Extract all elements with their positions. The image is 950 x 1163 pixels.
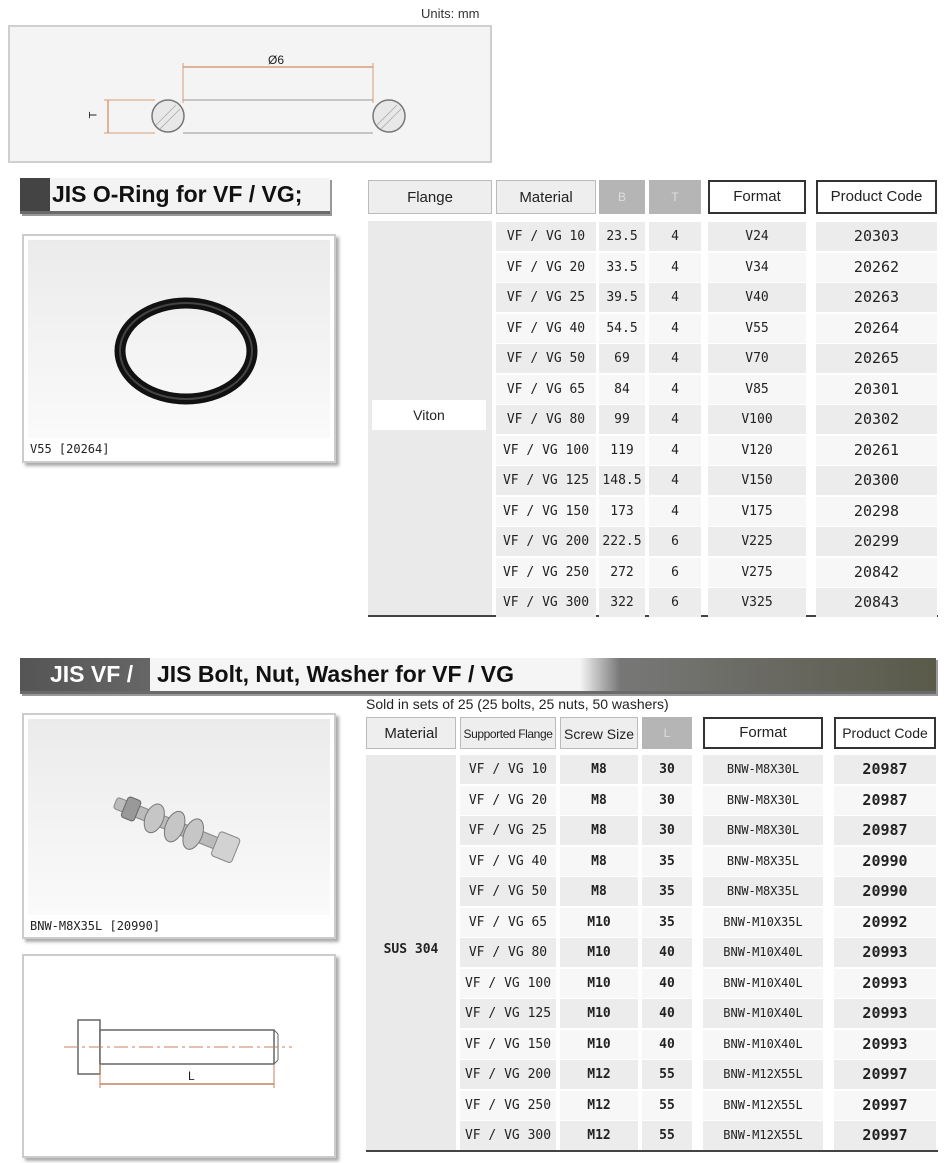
- row-supported-flange: VF / VG 10: [460, 755, 556, 784]
- row-format: V85: [708, 375, 806, 404]
- header-flange: Flange: [368, 180, 492, 214]
- row-product-code: 20300: [816, 466, 937, 495]
- row-product-code: 20993: [834, 969, 936, 998]
- row-format: V100: [708, 405, 806, 434]
- header-supported-flange: Supported Flange: [460, 717, 556, 749]
- row-format: BNW-M8X30L: [703, 786, 823, 815]
- bolt-title: JIS Bolt, Nut, Washer for VF / VG: [157, 661, 514, 687]
- row-t: 4: [649, 222, 701, 251]
- row-product-code: 20298: [816, 497, 937, 526]
- row-l: 30: [642, 816, 692, 845]
- row-format: V325: [708, 588, 806, 617]
- header-t: T: [649, 180, 701, 214]
- oring-photo-card: [22, 234, 336, 463]
- row-screw-size: M10: [560, 938, 638, 967]
- row-screw-size: M8: [560, 877, 638, 906]
- bolt-drawing: [24, 956, 334, 1156]
- row-product-code: 20987: [834, 786, 936, 815]
- row-format: V225: [708, 527, 806, 556]
- row-product-code: 20987: [834, 755, 936, 784]
- row-product-code: 20265: [816, 344, 937, 373]
- row-supported-flange: VF / VG 25: [460, 816, 556, 845]
- row-b: 148.5: [599, 466, 645, 495]
- bolt-photo-caption: BNW-M8X35L [20990]: [30, 919, 161, 933]
- row-format: BNW-M12X55L: [703, 1091, 823, 1120]
- row-b: 173: [599, 497, 645, 526]
- row-b: 84: [599, 375, 645, 404]
- row-product-code: 20993: [834, 938, 936, 967]
- row-material: VF / VG 100: [496, 436, 596, 465]
- row-material: VF / VG 50: [496, 344, 596, 373]
- row-b: 322: [599, 588, 645, 617]
- row-product-code: 20990: [834, 847, 936, 876]
- row-product-code: 20997: [834, 1121, 936, 1150]
- thickness-label: T: [87, 111, 100, 119]
- row-material: VF / VG 10: [496, 222, 596, 251]
- row-format: V24: [708, 222, 806, 251]
- row-screw-size: M8: [560, 755, 638, 784]
- row-b: 39.5: [599, 283, 645, 312]
- row-format: BNW-M10X40L: [703, 999, 823, 1028]
- row-l: 40: [642, 1030, 692, 1059]
- row-format: BNW-M12X55L: [703, 1060, 823, 1089]
- row-product-code: 20263: [816, 283, 937, 312]
- bolt-photo: [28, 719, 330, 915]
- row-screw-size: M12: [560, 1091, 638, 1120]
- row-t: 6: [649, 558, 701, 587]
- row-t: 4: [649, 314, 701, 343]
- row-format: V55: [708, 314, 806, 343]
- row-l: 55: [642, 1121, 692, 1150]
- row-l: 35: [642, 847, 692, 876]
- row-product-code: 20990: [834, 877, 936, 906]
- row-screw-size: M12: [560, 1121, 638, 1150]
- row-format: V175: [708, 497, 806, 526]
- row-format: BNW-M10X40L: [703, 1030, 823, 1059]
- row-product-code: 20301: [816, 375, 937, 404]
- row-format: V150: [708, 466, 806, 495]
- row-product-code: 20302: [816, 405, 937, 434]
- row-format: V275: [708, 558, 806, 587]
- row-material: VF / VG 25: [496, 283, 596, 312]
- row-screw-size: M8: [560, 816, 638, 845]
- set-note: Sold in sets of 25 (25 bolts, 25 nuts, 50 washers): [366, 696, 669, 712]
- row-screw-size: M10: [560, 908, 638, 937]
- row-supported-flange: VF / VG 100: [460, 969, 556, 998]
- row-material: VF / VG 20: [496, 253, 596, 282]
- bolt-title-prefix: JIS VF /: [50, 661, 134, 687]
- row-t: 4: [649, 466, 701, 495]
- row-format: BNW-M12X55L: [703, 1121, 823, 1150]
- row-b: 99: [599, 405, 645, 434]
- row-product-code: 20992: [834, 908, 936, 937]
- row-supported-flange: VF / VG 200: [460, 1060, 556, 1089]
- row-b: 23.5: [599, 222, 645, 251]
- row-supported-flange: VF / VG 50: [460, 877, 556, 906]
- header-product-code: Product Code: [834, 717, 936, 749]
- row-t: 6: [649, 588, 701, 617]
- row-screw-size: M8: [560, 847, 638, 876]
- row-material: VF / VG 125: [496, 466, 596, 495]
- row-b: 54.5: [599, 314, 645, 343]
- row-product-code: 20997: [834, 1060, 936, 1089]
- row-product-code: 20299: [816, 527, 937, 556]
- row-screw-size: M8: [560, 786, 638, 815]
- oring-diagram: [8, 25, 492, 163]
- row-l: 40: [642, 969, 692, 998]
- row-supported-flange: VF / VG 150: [460, 1030, 556, 1059]
- oring-drawing: [10, 27, 490, 161]
- row-t: 4: [649, 405, 701, 434]
- row-l: 30: [642, 755, 692, 784]
- row-format: BNW-M10X35L: [703, 908, 823, 937]
- row-supported-flange: VF / VG 250: [460, 1091, 556, 1120]
- row-b: 119: [599, 436, 645, 465]
- row-l: 35: [642, 908, 692, 937]
- oring-photo: [28, 240, 330, 438]
- row-material: VF / VG 150: [496, 497, 596, 526]
- row-l: 55: [642, 1091, 692, 1120]
- header-material: Material: [496, 180, 596, 214]
- row-l: 40: [642, 999, 692, 1028]
- row-supported-flange: VF / VG 80: [460, 938, 556, 967]
- row-format: BNW-M10X40L: [703, 969, 823, 998]
- bolt-section-title: [20, 658, 936, 694]
- row-screw-size: M10: [560, 969, 638, 998]
- oring-photo-caption: V55 [20264]: [30, 442, 110, 456]
- row-t: 4: [649, 375, 701, 404]
- flange-value: Viton: [372, 400, 486, 430]
- row-product-code: 20842: [816, 558, 937, 587]
- row-product-code: 20993: [834, 999, 936, 1028]
- row-format: BNW-M8X35L: [703, 877, 823, 906]
- material-value: SUS 304: [383, 942, 439, 957]
- bolt-image: [28, 719, 330, 915]
- row-t: 4: [649, 253, 701, 282]
- row-b: 222.5: [599, 527, 645, 556]
- row-supported-flange: VF / VG 300: [460, 1121, 556, 1150]
- header-product-code: Product Code: [816, 180, 937, 214]
- row-material: VF / VG 300: [496, 588, 596, 617]
- header-material: Material: [366, 717, 456, 749]
- row-format: V34: [708, 253, 806, 282]
- header-screw-size: Screw Size: [560, 717, 638, 749]
- row-material: VF / VG 40: [496, 314, 596, 343]
- row-screw-size: M12: [560, 1060, 638, 1089]
- row-supported-flange: VF / VG 20: [460, 786, 556, 815]
- length-label: L: [188, 1069, 195, 1083]
- row-l: 30: [642, 786, 692, 815]
- units-label: Units: mm: [421, 6, 480, 21]
- row-format: BNW-M10X40L: [703, 938, 823, 967]
- row-supported-flange: VF / VG 40: [460, 847, 556, 876]
- row-t: 4: [649, 344, 701, 373]
- header-format: Format: [703, 717, 823, 749]
- row-product-code: 20264: [816, 314, 937, 343]
- row-product-code: 20303: [816, 222, 937, 251]
- row-t: 4: [649, 283, 701, 312]
- table-bottom-rule: [366, 1150, 938, 1152]
- row-format: BNW-M8X35L: [703, 847, 823, 876]
- row-product-code: 20843: [816, 588, 937, 617]
- row-l: 40: [642, 938, 692, 967]
- row-product-code: 20261: [816, 436, 937, 465]
- row-b: 33.5: [599, 253, 645, 282]
- row-format: BNW-M8X30L: [703, 816, 823, 845]
- row-product-code: 20262: [816, 253, 937, 282]
- row-l: 55: [642, 1060, 692, 1089]
- row-product-code: 20997: [834, 1091, 936, 1120]
- row-format: BNW-M8X30L: [703, 755, 823, 784]
- row-screw-size: M10: [560, 999, 638, 1028]
- header-b: B: [599, 180, 645, 214]
- row-b: 272: [599, 558, 645, 587]
- row-screw-size: M10: [560, 1030, 638, 1059]
- row-material: VF / VG 250: [496, 558, 596, 587]
- row-format: V120: [708, 436, 806, 465]
- oring-section-title: JIS O-Ring for VF / VG;: [20, 178, 330, 214]
- bolt-drawing-card: [22, 954, 336, 1158]
- row-supported-flange: VF / VG 125: [460, 999, 556, 1028]
- header-format: Format: [708, 180, 806, 214]
- oring-image: [28, 240, 330, 438]
- row-t: 6: [649, 527, 701, 556]
- row-l: 35: [642, 877, 692, 906]
- row-b: 69: [599, 344, 645, 373]
- row-product-code: 20993: [834, 1030, 936, 1059]
- row-format: V40: [708, 283, 806, 312]
- row-t: 4: [649, 497, 701, 526]
- header-l: L: [642, 717, 692, 749]
- row-t: 4: [649, 436, 701, 465]
- bolt-photo-card: [22, 713, 336, 939]
- row-supported-flange: VF / VG 65: [460, 908, 556, 937]
- row-material: VF / VG 80: [496, 405, 596, 434]
- row-product-code: 20987: [834, 816, 936, 845]
- row-material: VF / VG 200: [496, 527, 596, 556]
- diameter-label: Ø6: [268, 53, 285, 67]
- row-format: V70: [708, 344, 806, 373]
- row-material: VF / VG 65: [496, 375, 596, 404]
